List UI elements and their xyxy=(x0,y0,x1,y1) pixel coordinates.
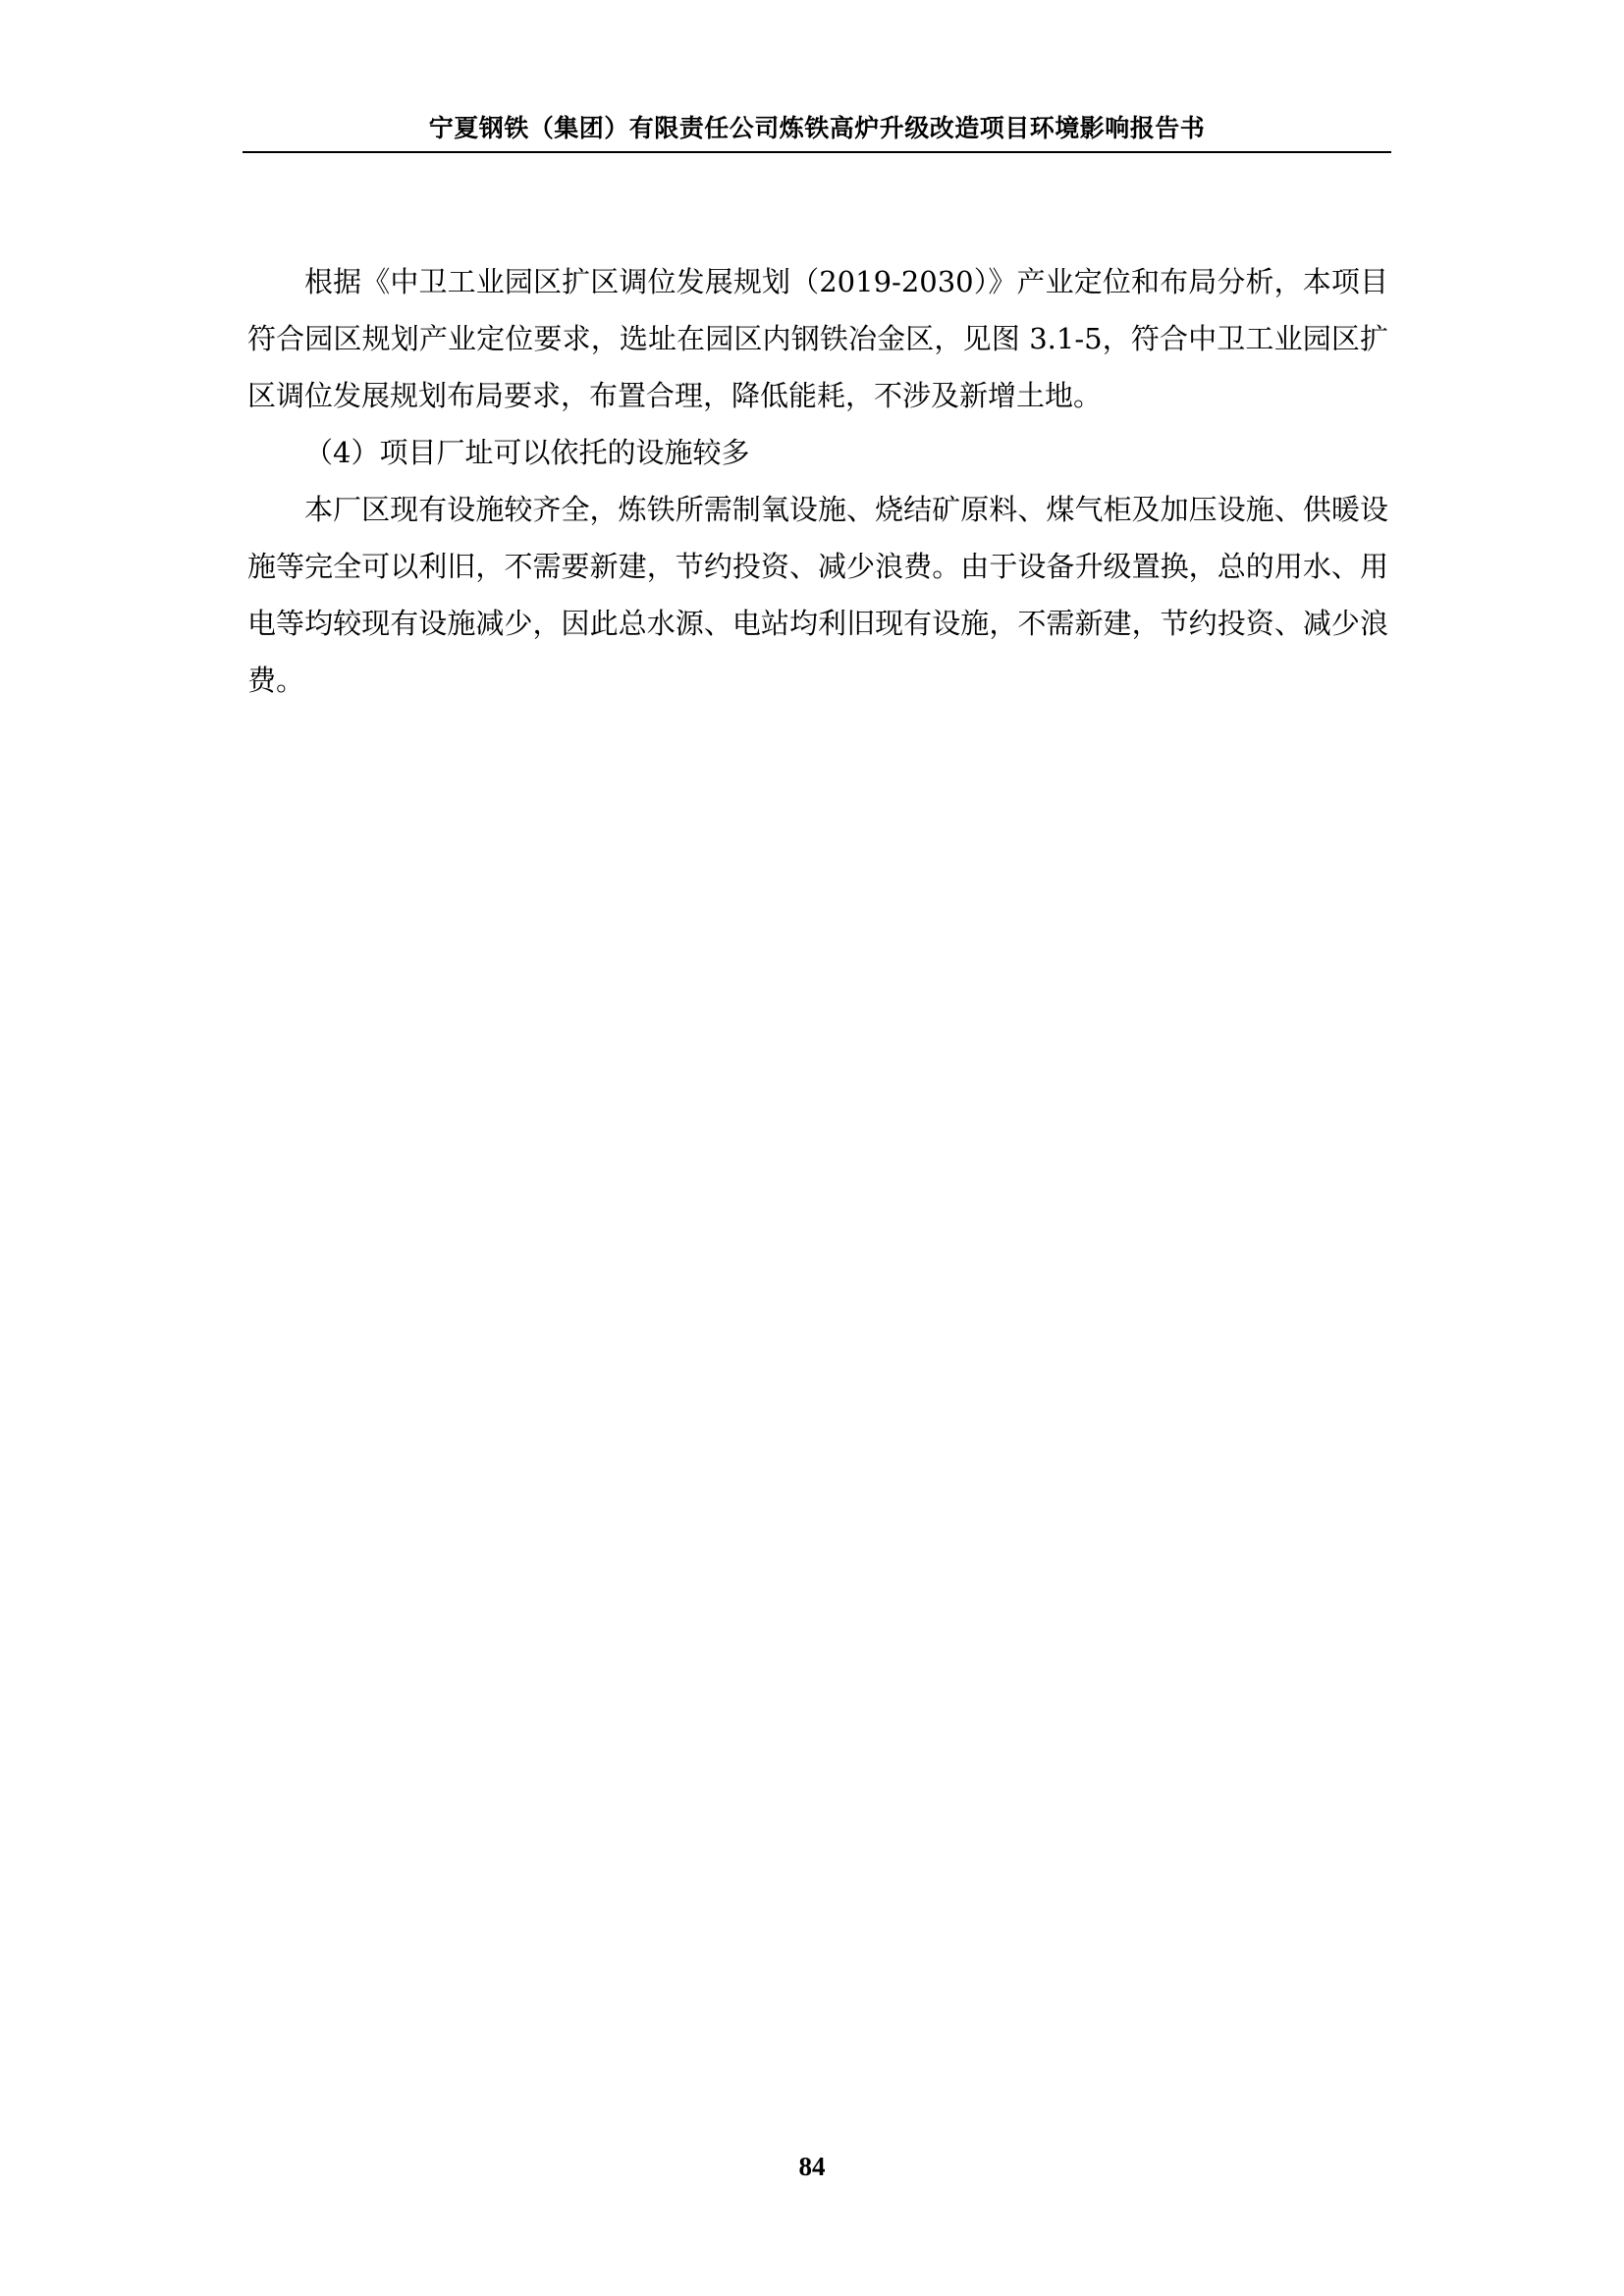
page-number: 84 xyxy=(798,2152,826,2181)
body-text xyxy=(247,253,1388,709)
header-rule xyxy=(243,151,1391,153)
paragraph-planning-analysis: 根据《中卫工业园区扩区调位发展规划（2019-2030）》产业定位和布局分析，本项目符合园区规划产业定位要求，选址在园区内钢铁冶金区，见图 3.1-5，符合中卫工业园区扩区调位发展规划布局要求，布置合理，降低能耗，不涉及新增土地。 xyxy=(247,265,1388,412)
paragraph-existing-facilities: 本厂区现有设施较齐全，炼铁所需制氧设施、烧结矿原料、煤气柜及加压设施、供暖设施等完全可以利旧，不需要新建，节约投资、减少浪费。由于设备升级置换，总的用水、用电等均较现有设施减少，因此总水源、电站均利旧现有设施，不需新建，节约投资、减少浪费。 xyxy=(247,493,1388,697)
page-header-title: 宁夏钢铁（集团）有限责任公司炼铁高炉升级改造项目环境影响报告书 xyxy=(428,114,1206,142)
paragraph-heading-facilities: （4）项目厂址可以依托的设施较多 xyxy=(304,436,750,469)
